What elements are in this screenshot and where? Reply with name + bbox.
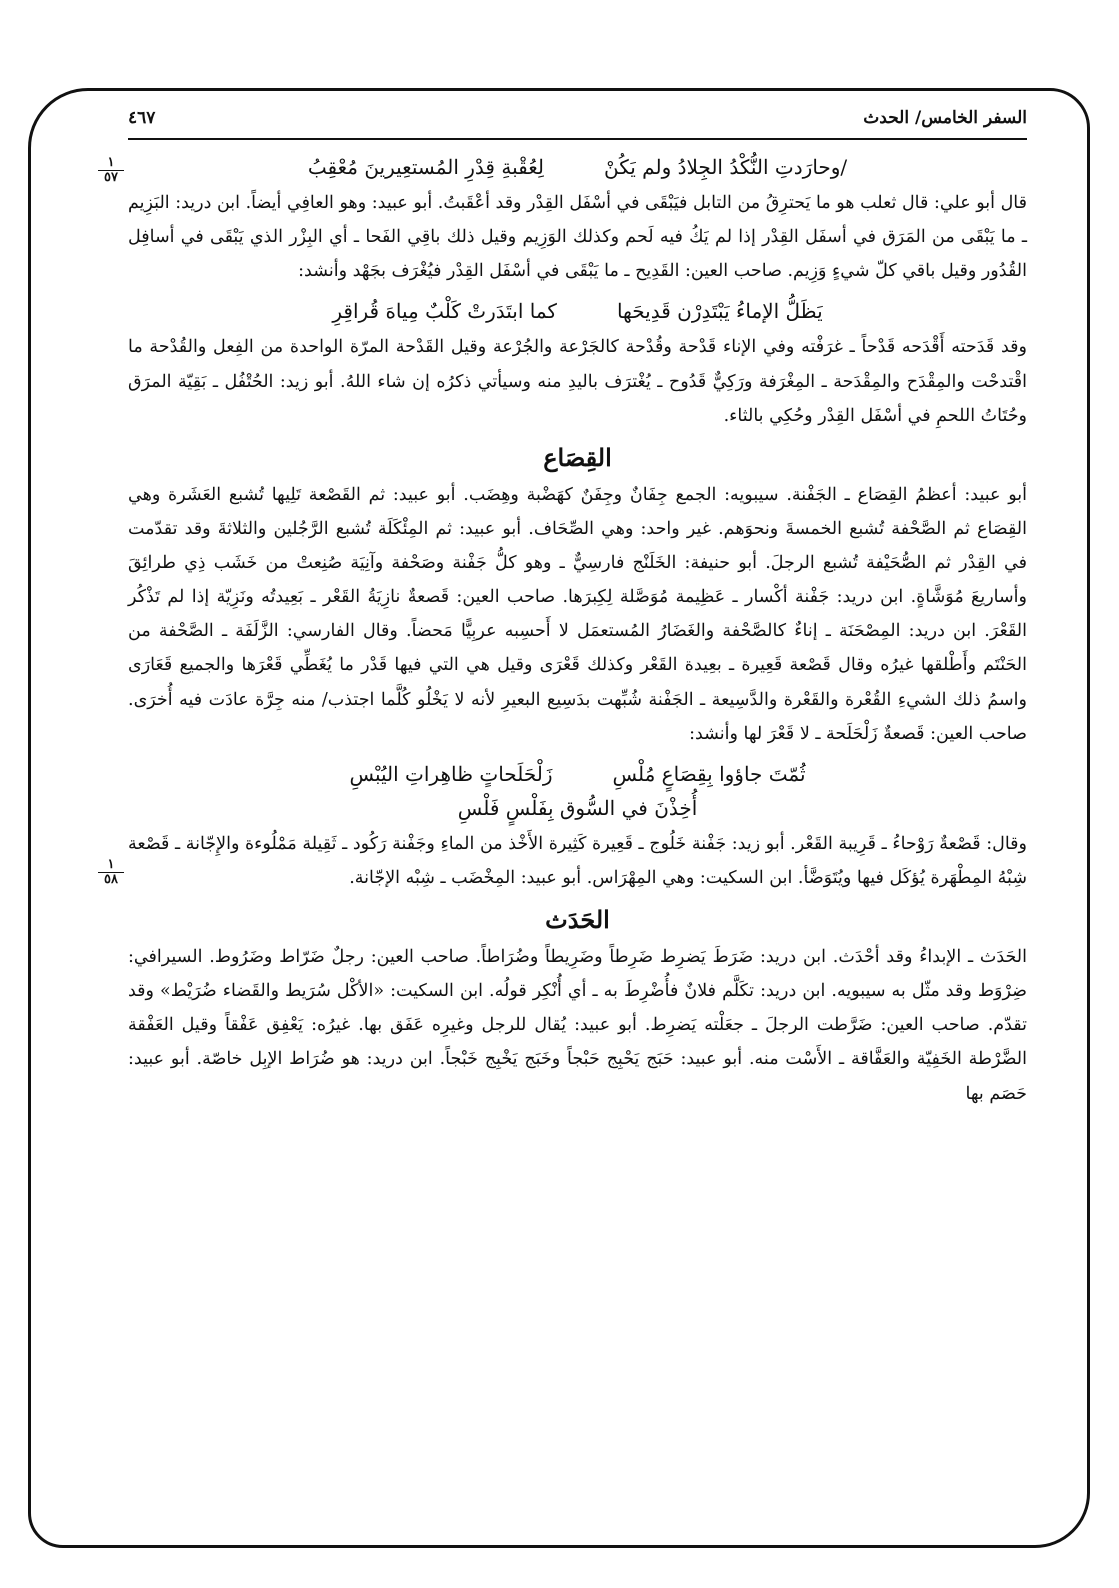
margin-page-mark-57: ١ ٥٧ — [98, 156, 124, 186]
verse-hemistich: كما ابتَدَرتْ كَلْبٌ مِياهَ قُراقِرِ — [332, 299, 557, 324]
verse-hemistich: /وحارَدتِ النُّكْدُ الجِلادُ ولم يَكُنْ — [603, 155, 848, 179]
verse-hemistich: زَلْحَلَحاتٍ ظاهِراتِ اليُبْسِ — [349, 761, 553, 786]
verse-block-2 — [128, 296, 1027, 326]
paragraph: أبو عبيد: أعظمُ القِصَاع ـ الجَفْنة. سيبويه: الجمع جِفَانٌ وجِفَنٌ كهَضْبة وهِضَب. أبو عبيد: ثم القَصْعة تَلِيها تُشبع العَشَرة وهي القِصَاع ثم الصَّحْفة تُشبع الخمسةَ ونحوَهم. غير واحد: وهي الصِّحَاف. أبو عبيد: ثم المِئْكَلَة تُشبع الرَّجُلين والثلاثةَ وقد تقدّمت في القِدْر ثم الصُّحَيْفة تُشبع الرجلَ. أبو حنيفة: الخَلَنْج فارسِيٌّ ـ وهو كلُّ جَفْنة وصَحْفة وآنِيَة صُنِعتْ من خَشَب ذِي طرائِقَ وأساريعَ مُوَشَّاةٍ. ابن دريد: جَفْنة أكْسار ـ عَظِيمة مُوَصَّلة لِكِبرَها. صاحب العين: قَصعةٌ نازِيَةُ القَعْر ـ بَعِيدتُه ونَزِيّة إذا لم تَذْكُر القَعْرَ. ابن دريد: المِصْحَنَة ـ إناءٌ كالصَّحْفة والغَضَارُ المُستعمَل لا أَحسِبه عربِيًّا مَحضاً. وقال الفارسي: الزَّلَفَة ـ الصَّحْفة من الحَنْتَم وأَطْلقها غيرُه وقال قَصْعة قَعِيرة ـ بعِيدة القَعْر وكذلك قَعْرَى وقيل هي التي فيها قَدْر ما يُغَطِّي قَعْرَها والجميع قَعَارَى واسمُ ذلك الشيءِ القُعْرة والقَعْرة والدَّسِيعة ـ الجَفْنة شُبِّهت بدَسِيع البعيرِ لأنه لا يَخْلُو كُلَّما اجتذب/ منه جِرَّة عادَت فيه أُخرَى. صاحب العين: قَصعةٌ زَلْحَلَحة ـ لا قَعْرَ لها وأنشد: — [128, 484, 1028, 744]
header-title: السفر الخامس/ الحدث — [863, 108, 1027, 128]
paragraph: وقد قَدَحته أَقْدَحه قَدْحاً ـ غرَفْته وفي الإناء قَدْحة وقُدْحة كالجَرْعة والجُرْعة وقيل القَدْحة المرّة الواحدة من الفِعل والقُدْحة ما اقْتدحْت والمِقْدَح والمِقْدَحة ـ المِغْرَفة ورَكِيٌّ قَدُوح ـ يُغْترَف باليدِ منه وسيأتي ذكرُه إن شاء اللهُ. أبو زيد: الحُتْفُل ـ بَقِيّة المرَق وحُتَاتُ اللحمِ في أسْفَل القِدْر وحُكِي بالثاء. — [128, 337, 1027, 426]
page-body — [104, 108, 1028, 1528]
verse-hemistich: أُخِذْنَ في السُّوق بِفَلْسٍ فَلْسِ — [457, 795, 698, 820]
paragraph: قال أبو علي: قال ثعلب هو ما يَحترِقُ من التابل فيَبْقَى في أسْفَل القِدْر وقد أعْقَبتُ. أبو عبيد: وهو العافِي أيضاً. ابن دريد: البَزِيم ـ ما يَبْقَى من المَرَق في أسفَل القِدْر إذا لم يَكُ فيه لَحم وكذلك الوَزِيم وقيل ذلك باقِي الفَحا ـ أي البِزْر الذي يَبْقَى في أسافِل القُدُور وقيل باقي كلّ شيءٍ وَزِيم. صاحب العين: القَدِيح ـ ما يَبْقَى في أسْفَل القِدْر فيُغْرَف بجَهْد وأنشد: — [128, 193, 1027, 282]
verse-hemistich: يَظَلُّ الإماءُ يَبْتَدِرْن قَدِيحَها — [616, 299, 823, 324]
verse-hemistich: ثُمّتَ جاؤوا بِقِصَاعٍ مُلْسِ — [612, 761, 806, 786]
verse-block-3 — [128, 759, 1027, 823]
section-title: الحَدَث — [545, 905, 610, 934]
paragraph: وقال: قَصْعةٌ رَوْحاءُ ـ قَرِيبة القَعْر. أبو زيد: جَفْنة خَلُوج ـ قَعِيرة كَثِيرة الأَخْذ من الماءِ وجَفْنة رَكُود ـ ثَقِيلة مَمْلُوءة والإِجّانة ـ قَصْعة شِبْهُ المِطْهَرة يُؤكَل فيها ويُتَوَضَّأ. ابن السكيت: وهي المِهْرَاس. أبو عبيد: المِخْضَب ـ شِبْه الإجّانة. — [128, 833, 1027, 888]
margin-page-mark-58: ١ ٥٨ — [98, 858, 124, 888]
running-header — [128, 108, 1027, 140]
page-number: ٤٦٧ — [128, 108, 156, 128]
section-title: القِصَاع — [543, 442, 612, 472]
verse-block-1 — [104, 152, 1027, 186]
verse-hemistich: لِعُقْبةِ قِدْرِ المُستعِيرينَ مُعْقِبُ — [307, 155, 544, 179]
paragraph: الحَدَث ـ الإبداءُ وقد أحْدَث. ابن دريد: ضَرَطَ يَضرِط ضَرِطاً وضَرِيطاً وضُرَاطاً. صاحب العين: رجلٌ ضَرّاط وضَرُوط. السيرافي: ضِرْوَط وقد مثّل به سيبويه. ابن دريد: تكَلَّم فلانٌ فأُضْرِطَ به ـ أي أُنْكِر قولُه. ابن السكيت: «الأكْل سُرَيط والقَضاء ضُرَيْط» وقد تقدّم. صاحب العين: ضَرَّطت الرجلَ ـ جعَلْته يَضرِط. أبو عبيد: يُقال للرجل وغيرِه عَفَق بها. غيرُه: يَعْفِق عَفْقاً وقيل العَفْقة الضَّرْطة الخَفِيّة والعَفَّاقة ـ الأَسْت منه. أبو عبيد: حَبَج يَحْبِج حَبْجاً وخَبَج يَخْبِج خَبْجاً. ابن دريد: هو ضُرَاط الإبِل خاصّة. أبو عبيد: حَصَم بها — [128, 947, 1027, 1104]
